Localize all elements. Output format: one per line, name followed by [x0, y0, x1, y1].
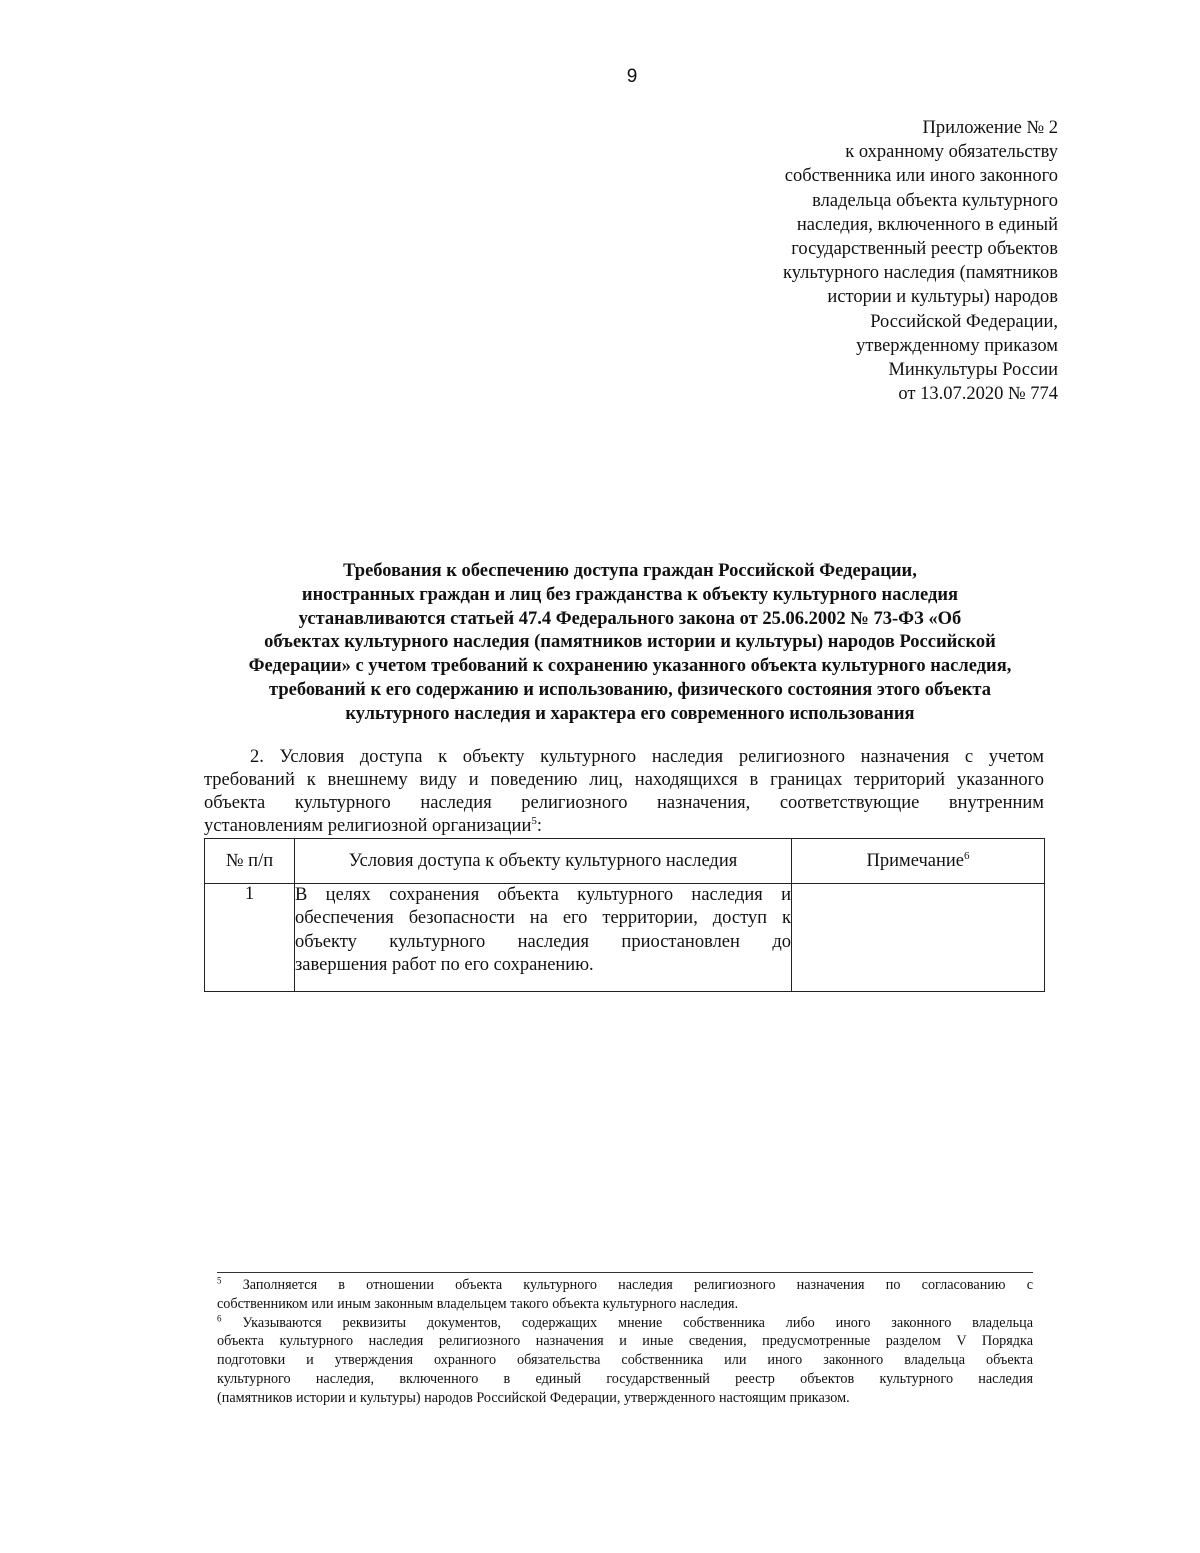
row-condition: [295, 884, 792, 992]
title-line: Федерации» с учетом требований к сохранению указанного объекта культурного наследия,: [248, 656, 1012, 677]
document-title: [190, 560, 1070, 727]
footnote-text: Указываются реквизиты документов, содержащих мнение собственника либо иного законного владельца: [221, 1314, 1033, 1331]
conditions-table: [204, 838, 1045, 992]
table-header-row: [205, 839, 1045, 884]
appendix-line: собственника или иного законного: [784, 166, 1058, 187]
page-number: 9: [626, 66, 638, 87]
footnote-5-line: собственником или иным законным владельцем такого объекта культурного наследия.: [217, 1295, 739, 1312]
row-num: 1: [205, 884, 295, 992]
footnote-text: Заполняется в отношении объекта культурного наследия религиозного назначения по согласованию с: [221, 1277, 1033, 1293]
title-line: объектах культурного наследия (памятников истории и культуры) народов Российской: [264, 632, 996, 653]
header-note-text: Примечание: [866, 850, 964, 871]
paragraph-line: объекта культурного наследия религиозного назначения, соответствующие внутренним: [204, 793, 1044, 813]
title-line: культурного наследия и характера его современного использования: [345, 703, 915, 724]
paragraph-line: 2. Условия доступа к объекту культурного наследия религиозного назначения с учетом: [250, 747, 1044, 767]
table-row: [205, 884, 1045, 992]
paragraph-line-text: установлениям религиозной организации: [204, 816, 532, 836]
title-line: иностранных граждан и лиц без гражданства к объекту культурного наследия: [301, 584, 959, 605]
header-num: № п/п: [205, 839, 295, 884]
appendix-line: истории и культуры) народов: [827, 287, 1058, 308]
header-note: [792, 839, 1045, 884]
paragraph-last-line: [204, 815, 1044, 838]
appendix-line: утвержденному приказом: [856, 335, 1058, 356]
footnote-6-line: объекта культурного наследия религиозного назначения и иные сведения, предусмотренные разделом V Порядка: [217, 1333, 1033, 1350]
footnotes: [217, 1276, 1033, 1408]
appendix-line: Приложение № 2: [922, 118, 1058, 138]
title-line: устанавливаются статьей 47.4 Федерального закона от 25.06.2002 № 73-ФЗ «Об: [298, 608, 962, 629]
conditions-paragraph: [204, 746, 1044, 838]
row-note: [792, 884, 1045, 992]
footnote-ref-6: 6: [964, 849, 970, 862]
footnote-6-line: [217, 1314, 1033, 1333]
footnote-separator: [217, 1272, 1033, 1273]
appendix-line: Минкультуры России: [888, 360, 1058, 381]
footnote-6-line: (памятников истории и культуры) народов Российской Федерации, утвержденного настоящим приказом.: [217, 1389, 850, 1406]
footnote-mark-5: 5: [217, 1275, 222, 1286]
appendix-header: [698, 116, 1058, 406]
appendix-line: к охранному обязательству: [845, 142, 1058, 163]
footnote-mark-6: 6: [217, 1312, 222, 1323]
footnote-5-line: [217, 1276, 1033, 1295]
footnote-6-line: культурного наследия, включенного в единый государственный реестр объектов культурного наследия: [217, 1370, 1033, 1387]
appendix-line: наследия, включенного в единый: [796, 214, 1058, 235]
condition-line: обеспечения безопасности на его территории, доступ к: [295, 908, 791, 929]
header-condition: Условия доступа к объекту культурного наследия: [295, 839, 792, 884]
condition-line: завершения работ по его сохранению.: [295, 955, 594, 976]
title-line: требований к его содержанию и использованию, физического состояния этого объекта: [269, 679, 991, 700]
appendix-line: владельца объекта культурного: [812, 190, 1058, 211]
paragraph-trailing: :: [536, 816, 542, 836]
condition-line: В целях сохранения объекта культурного наследия и: [295, 885, 791, 905]
appendix-line: культурного наследия (памятников: [783, 263, 1058, 284]
appendix-line: Российской Федерации,: [870, 311, 1058, 332]
condition-line: объекту культурного наследия приостановлен до: [295, 931, 791, 952]
appendix-line: государственный реестр объектов: [791, 239, 1058, 260]
appendix-line: от 13.07.2020 № 774: [898, 384, 1058, 405]
paragraph-line: требований к внешнему виду и поведению лиц, находящихся в границах территорий указанного: [204, 770, 1044, 790]
footnote-ref-5: 5: [531, 814, 537, 827]
footnote-6-line: подготовки и утверждения охранного обязательства собственника или иного законного владельца объекта: [217, 1352, 1033, 1369]
title-line: Требования к обеспечению доступа граждан Российской Федерации,: [343, 561, 917, 581]
